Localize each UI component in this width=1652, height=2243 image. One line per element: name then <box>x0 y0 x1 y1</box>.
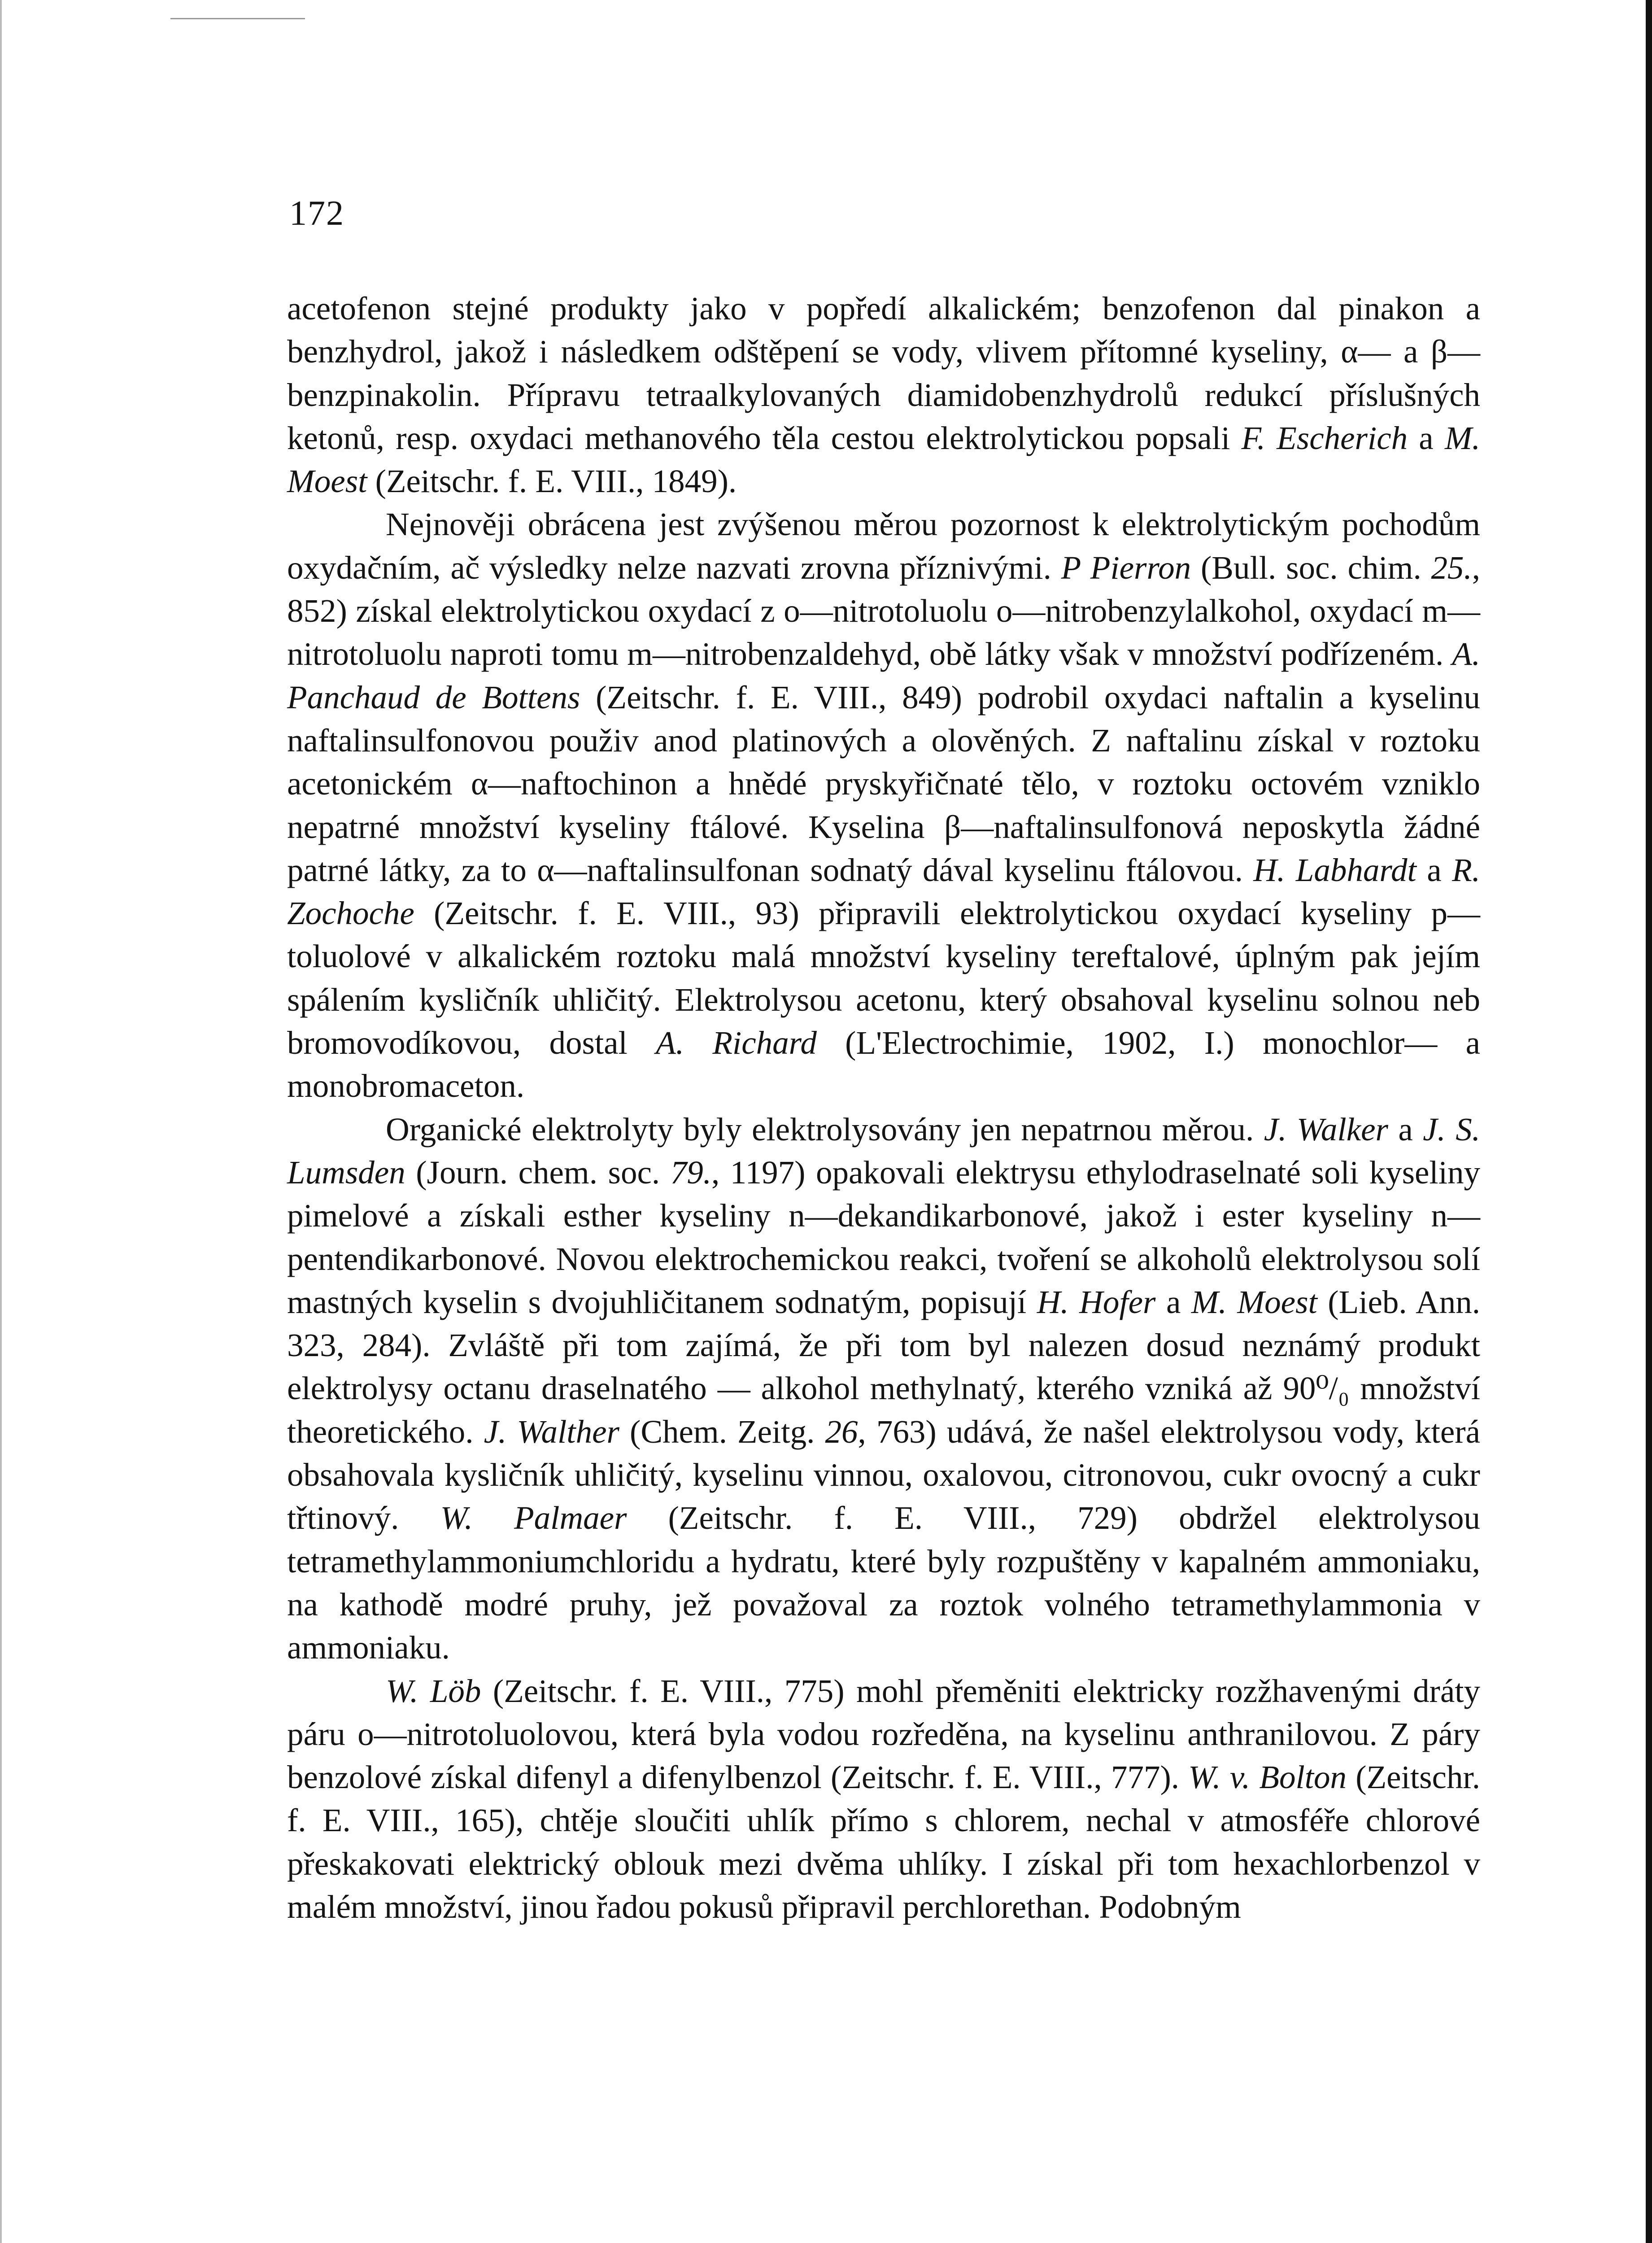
author-or-citation-italic: W. v. Bolton <box>1188 1759 1347 1796</box>
text-run: (Zeitschr. f. E. VIII., 849) podrobil oxydaci naftalin a kyselinu naftalinsulfonovou použiv anod platinových a olověných. Z naftalinu získal v roztoku acetonickém α—naftochinon a hnědé pryskyřičnaté tělo, v roztoku octovém vzniklo nepatrné množství kyseliny ftálové. Kyselina β—naftalinsulfonová neposkytla žádné patrné látky, za to α—naftalinsulfonan sodnatý dával kyselinu ftálovou. <box>287 679 1481 888</box>
text-run: (Bull. soc. chim. <box>1191 549 1431 586</box>
author-or-citation-italic: W. Löb <box>386 1672 481 1709</box>
author-or-citation-italic: J. S. Lumsden <box>287 1111 1480 1191</box>
paragraph <box>287 1670 1480 1929</box>
text-run: (Zeitschr. f. E. VIII., 165), chtěje sloučiti uhlík přímo s chlorem, nechal v atmosféře chlorové přeskakovati elektrický oblouk mezi dvěma uhlíky. I získal při tom hexachlorbenzol v malém množství, jinou řadou pokusů připravil perchlorethan. Podobným <box>287 1759 1480 1925</box>
body-text <box>287 287 1480 1929</box>
paragraph <box>287 1108 1480 1670</box>
text-run: a <box>1388 1111 1423 1148</box>
text-run: , 852) získal elektrolytickou oxydací z o—nitrotoluolu o—nitrobenzylalkohol, oxydací m—nitrotoluolu naproti tomu m—nitrobenzaldehyd, obě látky však v množství podřízeném. <box>287 549 1481 672</box>
text-run: (Chem. Zeitg. <box>619 1413 825 1450</box>
text-run: , 1197) opakovali elektrysu ethylodraselnaté soli kyseliny pimelové a získali esther kyseliny n—dekandikarbonové, jakož i ester kyseliny n—pentendikarbonové. Novou elektrochemickou reakci, tvoření se alkoholů elektrolysou solí mastných kyselin s dvojuhličitanem sodnatým, popisují <box>287 1154 1480 1320</box>
text-run: (Zeitschr. f. E. VIII., 775) mohl přeměniti elektricky rozžhavenými dráty páru o—nitrotoluolovou, která byla vodou rozředěna, na kyselinu anthranilovou. Z páry benzolové získal difenyl a difenylbenzol (Zeitschr. f. E. VIII., 777). <box>287 1672 1480 1796</box>
text-run: (Zeitschr. f. E. VIII., 93) připravili elektrolytickou oxydací kyseliny p—toluolové v alkalickém roztoku malá množství kyseliny tereftalové, úplným pak jejím spálením kysličník uhličitý. Elektrolysou acetonu, který obsahoval kyselinu solnou neb bromovodíkovou, dostal <box>287 895 1480 1061</box>
text-run: acetofenon stejné produkty jako v popředí alkalickém; benzofenon dal pinakon a benzhydrol, jakož i následkem odštěpení se vody, vlivem přítomné kyseliny, α— a β—benzpinakolin. Přípravu tetraalkylovaných diamidobenzhydrolů redukcí příslušných ketonů, resp. oxydaci methanového těla cestou elektrolytickou popsali <box>287 290 1480 456</box>
text-run: a <box>1416 851 1452 888</box>
author-or-citation-italic: 25. <box>1431 549 1472 586</box>
paragraph <box>287 287 1480 503</box>
author-or-citation-italic: H. Labhardt <box>1253 851 1417 888</box>
author-or-citation-italic: M. Moest <box>1191 1283 1317 1320</box>
text-run: , 763) udává, že našel elektrolysou vody, která obsahovala kysličník uhličitý, kyselinu vinnou, oxalovou, citronovou, cukr ovocný a cukr třtinový. <box>287 1413 1480 1536</box>
text-run: a <box>1408 419 1445 456</box>
text-run: (Lieb. Ann. 323, 284). Zvláště při tom zajímá, že při tom byl nalezen dosud neznámý produkt elektrolysy octanu draselnatého — alkohol methylnatý, kterého vzniká až 90⁰/₀ množství theoretického. <box>287 1283 1481 1450</box>
author-or-citation-italic: H. Hofer <box>1037 1283 1156 1320</box>
text-run: (Journ. chem. soc. <box>405 1154 671 1191</box>
author-or-citation-italic: W. Palmaer <box>440 1500 627 1536</box>
text-run: a <box>1155 1283 1191 1320</box>
scan-artifact-line <box>170 18 305 19</box>
text-run: Nejnověji obrácena jest zvýšenou měrou pozornost k elektrolytickým pochodům oxydačním, ač výsledky nelze nazvati zrovna příznivými. <box>287 506 1480 586</box>
text-run: (L'Electrochimie, 1902, I.) monochlor— a monobromaceton. <box>287 1025 1480 1104</box>
author-or-citation-italic: P Pierron <box>1061 549 1191 586</box>
author-or-citation-italic: R. Zochoche <box>287 851 1480 932</box>
paragraph <box>287 503 1480 1108</box>
text-run: (Zeitschr. f. E. VIII., 1849). <box>367 463 737 500</box>
author-or-citation-italic: J. Walther <box>484 1413 619 1450</box>
author-or-citation-italic: A. Richard <box>656 1025 817 1061</box>
author-or-citation-italic: M. Moest <box>287 419 1480 500</box>
author-or-citation-italic: J. Walker <box>1264 1111 1388 1148</box>
author-or-citation-italic: 79. <box>670 1154 711 1191</box>
text-run: Organické elektrolyty byly elektrolysovány jen nepatrnou měrou. <box>386 1111 1264 1148</box>
author-or-citation-italic: A. Panchaud de Bottens <box>287 636 1480 716</box>
text-run: (Zeitschr. f. E. VIII., 729) obdržel elektrolysou tetramethylammoniumchloridu a hydratu, které byly rozpuštěny v kapalném ammoniaku, na kathodě modré pruhy, jež považoval za roztok volného tetramethylammonia v ammoniaku. <box>287 1500 1480 1666</box>
author-or-citation-italic: F. Escherich <box>1241 419 1408 456</box>
page-number: 172 <box>289 193 344 232</box>
author-or-citation-italic: 26 <box>825 1413 858 1450</box>
